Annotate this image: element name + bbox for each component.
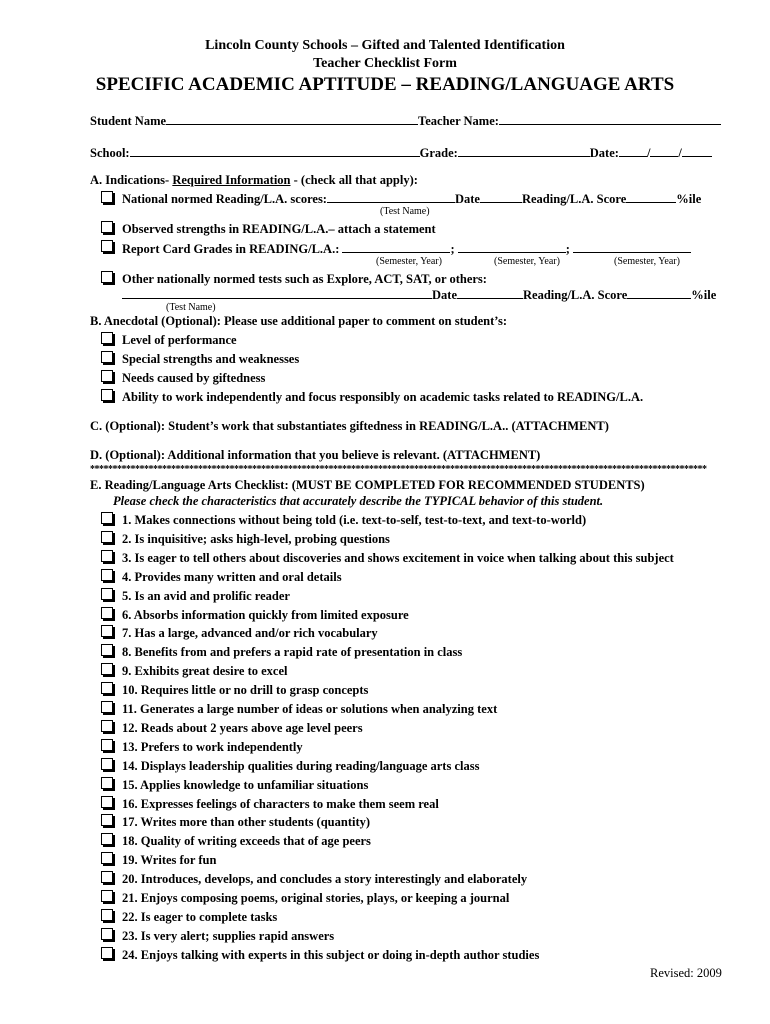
section-a-label: A. Indications-: [90, 173, 173, 187]
student-name-label: Student Name: [90, 114, 167, 128]
checklist-item: 8. Benefits from and prefers a rapid rate of presentation in class: [122, 645, 463, 659]
checklist-item: 18. Quality of writing exceeds that of age peers: [122, 834, 371, 848]
checklist-item: 20. Introduces, develops, and concludes a story interestingly and elaborately: [122, 872, 528, 886]
teacher-name-label: Teacher Name:: [418, 114, 499, 128]
checklist-checkbox[interactable]: [101, 625, 113, 637]
checklist-checkbox[interactable]: [101, 928, 113, 940]
checklist-checkbox[interactable]: [101, 890, 113, 902]
national-date-label: Date: [454, 192, 480, 206]
checklist-checkbox[interactable]: [101, 814, 113, 826]
section-b-heading: B. Anecdotal (Optional): Please use additional paper to comment on student’s:: [90, 314, 508, 328]
school-field[interactable]: [130, 145, 420, 157]
date-year-field[interactable]: [682, 145, 712, 157]
checklist-checkbox[interactable]: [101, 588, 113, 600]
checklist-checkbox[interactable]: [101, 909, 113, 921]
checklist-checkbox[interactable]: [101, 852, 113, 864]
section-b-item: Ability to work independently and focus responsibly on academic tasks related to READING/L.A.: [122, 390, 644, 404]
checklist-checkbox[interactable]: [101, 796, 113, 808]
checklist-checkbox[interactable]: [101, 701, 113, 713]
required-info-label: Required Information: [172, 173, 291, 187]
checkbox-observed-strengths[interactable]: [101, 221, 113, 233]
checklist-item: 3. Is eager to tell others about discoveries and shows excitement in voice when talking about this subject: [122, 551, 674, 565]
separator-stars: *****************************************************************************************************************************************: [90, 464, 707, 475]
checkbox-needs-giftedness[interactable]: [101, 370, 113, 382]
student-teacher-row: [90, 113, 721, 129]
report-card-label: Report Card Grades in READING/L.A.:: [122, 242, 340, 256]
checklist-checkbox[interactable]: [101, 871, 113, 883]
national-ile-label: %ile: [676, 192, 702, 206]
other-score-label: Reading/L.A. Score: [523, 288, 628, 302]
other-test-name-field[interactable]: [122, 287, 432, 299]
other-tests-row: [122, 287, 716, 303]
checklist-checkbox[interactable]: [101, 758, 113, 770]
section-b-item: Needs caused by giftedness: [122, 371, 266, 385]
date-month-field[interactable]: [619, 145, 647, 157]
checkbox-other-tests[interactable]: [101, 271, 113, 283]
other-date-field[interactable]: [457, 287, 523, 299]
section-c: C. (Optional): Student’s work that substantiates giftedness in READING/L.A.. (ATTACHMENT): [90, 419, 609, 433]
checklist-item: 10. Requires little or no drill to grasp concepts: [122, 683, 369, 697]
checklist-checkbox[interactable]: [101, 550, 113, 562]
report-card-grade2-field[interactable]: [458, 241, 566, 253]
teacher-name-field[interactable]: [499, 113, 721, 125]
checklist-checkbox[interactable]: [101, 512, 113, 524]
checklist-item: 7. Has a large, advanced and/or rich vocabulary: [122, 626, 378, 640]
checklist-item: 12. Reads about 2 years above age level peers: [122, 721, 363, 735]
test-name-caption: (Test Name): [166, 302, 216, 313]
checklist-item: 19. Writes for fun: [122, 853, 217, 867]
other-score-field[interactable]: [627, 287, 691, 299]
other-tests-label: Other nationally normed tests such as Explore, ACT, SAT, or others:: [122, 272, 487, 286]
checklist-item: 4. Provides many written and oral details: [122, 570, 342, 584]
national-normed-row: [122, 191, 701, 207]
national-score-label: Reading/L.A. Score: [521, 192, 627, 206]
revised-footer: Revised: 2009: [650, 966, 722, 980]
checklist-item: 9. Exhibits great desire to excel: [122, 664, 288, 678]
section-e-heading: E. Reading/Language Arts Checklist: (MUST BE COMPLETED FOR RECOMMENDED STUDENTS): [90, 478, 645, 492]
checklist-item: 6. Absorbs information quickly from limited exposure: [122, 608, 409, 622]
checklist-checkbox[interactable]: [101, 682, 113, 694]
national-date-field[interactable]: [480, 191, 522, 203]
grade-field[interactable]: [458, 145, 590, 157]
section-b-item: Special strengths and weaknesses: [122, 352, 300, 366]
semicolon: ;: [565, 242, 570, 256]
checklist-item: 13. Prefers to work independently: [122, 740, 303, 754]
checklist-item: 22. Is eager to complete tasks: [122, 910, 278, 924]
checklist-checkbox[interactable]: [101, 720, 113, 732]
school-label: School:: [90, 146, 130, 160]
checklist-checkbox[interactable]: [101, 569, 113, 581]
checklist-item: 11. Generates a large number of ideas or solutions when analyzing text: [122, 702, 498, 716]
student-name-field[interactable]: [166, 113, 418, 125]
date-sep: /: [646, 146, 651, 160]
other-ile-label: %ile: [691, 288, 717, 302]
semicolon: ;: [450, 242, 455, 256]
checklist-item: 21. Enjoys composing poems, original stories, plays, or keeping a journal: [122, 891, 510, 905]
checklist-checkbox[interactable]: [101, 531, 113, 543]
national-score-field[interactable]: [626, 191, 676, 203]
checklist-checkbox[interactable]: [101, 739, 113, 751]
report-card-grade1-field[interactable]: [342, 241, 450, 253]
header-line2: Teacher Checklist Form: [313, 56, 457, 71]
checklist-checkbox[interactable]: [101, 777, 113, 789]
section-a-rest: - (check all that apply):: [290, 173, 418, 187]
header-line1: Lincoln County Schools – Gifted and Talented Identification: [205, 38, 565, 53]
semester-year-caption: (Semester, Year): [494, 256, 560, 267]
observed-strengths-label: Observed strengths in READING/L.A.– attach a statement: [122, 222, 436, 236]
school-grade-date-row: [90, 145, 712, 161]
checkbox-work-independently[interactable]: [101, 389, 113, 401]
checklist-item: 17. Writes more than other students (quantity): [122, 815, 371, 829]
checklist-item: 14. Displays leadership qualities during reading/language arts class: [122, 759, 480, 773]
checklist-item: 1. Makes connections without being told (i.e. text-to-self, test-to-text, and text-to-world): [122, 513, 587, 527]
semester-year-caption: (Semester, Year): [376, 256, 442, 267]
section-e-instruction: Please check the characteristics that accurately describe the TYPICAL behavior of this student.: [113, 494, 604, 508]
checkbox-national-normed[interactable]: [101, 191, 113, 203]
checkbox-level-performance[interactable]: [101, 332, 113, 344]
checklist-item: 16. Expresses feelings of characters to make them seem real: [122, 797, 439, 811]
checklist-checkbox[interactable]: [101, 644, 113, 656]
test-name-caption: (Test Name): [380, 206, 430, 217]
national-test-field[interactable]: [327, 191, 455, 203]
section-d: D. (Optional): Additional information that you believe is relevant. (ATTACHMENT): [90, 448, 541, 462]
section-b-item: Level of performance: [122, 333, 237, 347]
checkbox-strengths-weaknesses[interactable]: [101, 351, 113, 363]
checklist-checkbox[interactable]: [101, 833, 113, 845]
grade-label: Grade:: [419, 146, 458, 160]
checklist-item: 24. Enjoys talking with experts in this subject or doing in-depth author studies: [122, 948, 540, 962]
page-title: SPECIFIC ACADEMIC APTITUDE – READING/LANGUAGE ARTS: [95, 74, 675, 95]
checkbox-report-card[interactable]: [101, 240, 113, 252]
report-card-row: [122, 241, 691, 257]
section-a-heading: [90, 173, 418, 188]
checklist-item: 2. Is inquisitive; asks high-level, probing questions: [122, 532, 390, 546]
date-label: Date:: [589, 146, 619, 160]
checklist-item: 23. Is very alert; supplies rapid answers: [122, 929, 335, 943]
national-normed-label: National normed Reading/L.A. scores:: [122, 192, 327, 206]
checklist-checkbox[interactable]: [101, 663, 113, 675]
checklist-checkbox[interactable]: [101, 607, 113, 619]
checklist-checkbox[interactable]: [101, 947, 113, 959]
date-day-field[interactable]: [650, 145, 678, 157]
checklist-item: 5. Is an avid and prolific reader: [122, 589, 290, 603]
report-card-grade3-field[interactable]: [573, 241, 691, 253]
date-sep: /: [678, 146, 682, 160]
other-date-label: Date: [432, 288, 457, 302]
semester-year-caption: (Semester, Year): [614, 256, 680, 267]
checklist-item: 15. Applies knowledge to unfamiliar situations: [122, 778, 369, 792]
